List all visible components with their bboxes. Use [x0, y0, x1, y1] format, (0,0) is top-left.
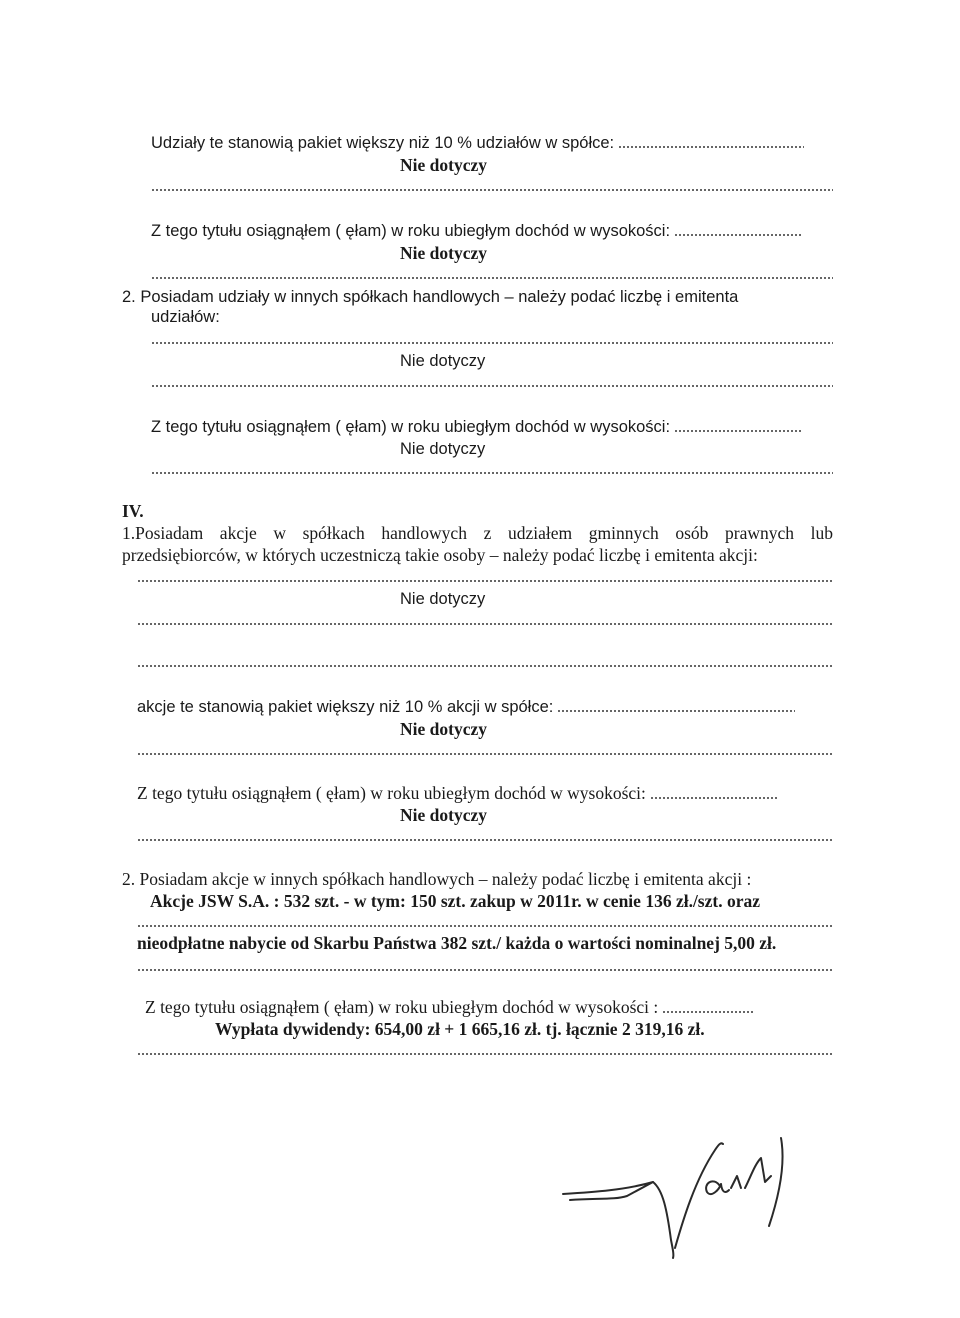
dotted-line: [137, 969, 833, 971]
stocks-item2-income-row: [145, 996, 754, 1018]
dotted-leader: [674, 430, 802, 432]
stocks-item2-income-label: Z tego tytułu osiągnąłem ( ęłam) w roku ubiegłym dochód w wysokości :: [145, 997, 659, 1017]
dotted-leader: [650, 797, 778, 799]
stocks-item1-answer: Nie dotyczy: [400, 590, 486, 608]
stocks-item2-line1: 2. Posiadam akcje w innych spółkach handlowych – należy podać liczbę i emitenta akcji :: [122, 869, 752, 889]
dotted-leader: [618, 146, 804, 148]
dotted-line: [137, 925, 833, 927]
shares-item2-line1: 2. Posiadam udziały w innych spółkach handlowych – należy podać liczbę i emitenta: [122, 288, 739, 306]
dotted-line: [137, 623, 833, 625]
dotted-line: [151, 472, 833, 474]
stocks-item1-line1: 1.Posiadam akcje w spółkach handlowych z udziałem gminnych osób prawnych lub: [122, 523, 833, 543]
stocks-item2-answer-line2: nieodpłatne nabycie od Skarbu Państwa 382 szt./ każda o wartości nominalnej 5,00 zł.: [137, 933, 777, 953]
handwritten-signature: [555, 1130, 815, 1270]
shares-item2-income-answer: Nie dotyczy: [400, 440, 486, 458]
dotted-line: [137, 580, 833, 582]
stocks-income-label: Z tego tytułu osiągnąłem ( ęłam) w roku ubiegłym dochód w wysokości:: [137, 783, 646, 803]
stocks-item1-line2: przedsiębiorców, w których uczestniczą takie osoby – należy podać liczbę i emitenta akcji:: [122, 545, 758, 565]
shares-percent-label: Udziały te stanowią pakiet większy niż 10 % udziałów w spółce:: [151, 134, 615, 152]
dotted-line: [137, 753, 833, 755]
dotted-leader: [557, 710, 795, 712]
shares-income-row: [151, 220, 802, 242]
stocks-percent-label: akcje te stanowią pakiet większy niż 10 % akcji w spółce:: [137, 698, 554, 716]
stocks-item2-answer-line1: Akcje JSW S.A. : 532 szt. - w tym: 150 szt. zakup w 2011r. w cenie 136 zł./szt. oraz: [150, 891, 760, 911]
shares-income-answer: Nie dotyczy: [400, 243, 487, 263]
shares-percent-answer: Nie dotyczy: [400, 155, 487, 175]
stocks-percent-answer: Nie dotyczy: [400, 719, 487, 739]
shares-item2-income-row: [151, 416, 802, 438]
shares-item2-line2: udziałów:: [151, 308, 220, 326]
shares-percent-row: [151, 132, 804, 154]
dotted-line: [151, 385, 833, 387]
dotted-line: [151, 189, 833, 191]
stocks-income-answer: Nie dotyczy: [400, 805, 487, 825]
stocks-item2-income-answer: Wypłata dywidendy: 654,00 zł + 1 665,16 zł. tj. łącznie 2 319,16 zł.: [215, 1019, 705, 1039]
section-heading: IV.: [122, 501, 144, 521]
stocks-income-row: [137, 782, 778, 804]
dotted-line: [151, 277, 833, 279]
shares-item2-answer: Nie dotyczy: [400, 352, 486, 370]
dotted-leader: [662, 1011, 754, 1013]
shares-item2-income-label: Z tego tytułu osiągnąłem ( ęłam) w roku ubiegłym dochód w wysokości:: [151, 418, 671, 436]
dotted-line: [137, 1053, 833, 1055]
shares-income-label: Z tego tytułu osiągnąłem ( ęłam) w roku ubiegłym dochód w wysokości:: [151, 222, 671, 240]
dotted-line: [151, 342, 833, 344]
dotted-line: [137, 665, 833, 667]
dotted-leader: [674, 234, 802, 236]
dotted-line: [137, 839, 833, 841]
stocks-percent-row: [137, 696, 795, 718]
